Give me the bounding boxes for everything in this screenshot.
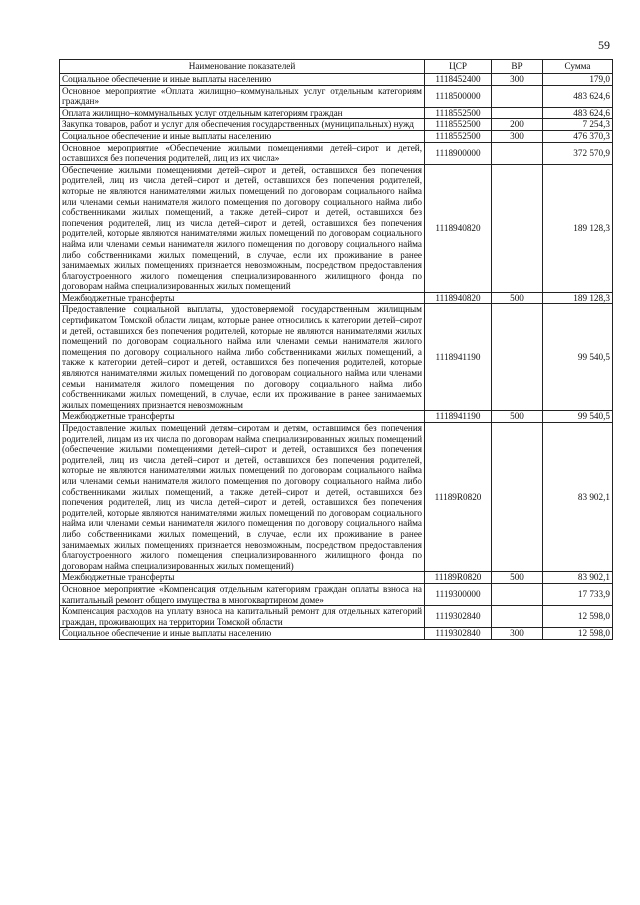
row-sum-cell: 7 254,3: [543, 119, 613, 131]
row-vr-cell: [492, 304, 543, 411]
row-vr-cell: 300: [492, 130, 543, 142]
table-row: [60, 292, 613, 304]
row-name-cell: Обеспечение жилыми помещениями детей–сирот и детей, оставшихся без попечения родителей, лиц из числа детей–сирот и детей, оставшихся без попечения родителей, которые не являются нанимателями жилых помещений по договорам социального найма или членами семьи нанимателя жилого помещения по договору социального найма либо собственниками жилых помещений, а также детей–сирот и детей, оставшихся без попечения родителей, лиц из числа детей–сирот и детей, оставшихся без попечения родителей, которые являются нанимателями жилых помещений по договорам социального найма или членами семьи нанимателя жилого помещения по договору социального найма либо собственниками жилых помещений, в случае, если их проживание в ранее занимаемых жилых помещениях признается невозможным, посредством предоставления благоустроенного жилого помещения специализированного жилищного фонда по договорам найма специализированных жилых помещений: [60, 164, 425, 292]
row-vr-cell: 500: [492, 292, 543, 304]
row-csr-cell: 11189R0820: [425, 572, 492, 584]
row-sum-cell: 179,0: [543, 74, 613, 86]
row-csr-cell: 1118552500: [425, 119, 492, 131]
table-body: [60, 74, 613, 640]
row-csr-cell: 1119302840: [425, 628, 492, 640]
row-vr-cell: [492, 164, 543, 292]
row-name-cell: Межбюджетные трансферты: [60, 572, 425, 584]
table-row: [60, 74, 613, 86]
row-csr-cell: 1119300000: [425, 583, 492, 605]
table-row: [60, 304, 613, 411]
row-sum-cell: 476 370,3: [543, 130, 613, 142]
row-sum-cell: 12 598,0: [543, 628, 613, 640]
row-name-cell: Предоставление социальной выплаты, удостоверяемой государственным жилищным сертификатом Томской области лицам, которые ранее относились к категории детей–сирот и детей, оставшихся без попечения родителей, которые не являются нанимателями жилых помещений по договорам социального найма или членами семьи нанимателя жилого помещения по договору социального найма либо собственниками жилых помещений, а также к категории детей–сирот и детей, оставшихся без попечения родителей, которые являются нанимателями жилых помещений по договорам социального найма или членами семьи нанимателя жилого помещения по договору социального найма либо собственниками жилых помещений, в случае, если их проживание в ранее занимаемых жилых помещениях признается невозможным: [60, 304, 425, 411]
row-sum-cell: 83 902,1: [543, 572, 613, 584]
row-vr-cell: 300: [492, 74, 543, 86]
table-row: [60, 119, 613, 131]
row-name-cell: Основное мероприятие «Обеспечение жилыми помещениями детей–сирот и детей, оставшихся без попечения родителей, лиц из их числа»: [60, 142, 425, 164]
table-row: [60, 142, 613, 164]
header-vr: ВР: [492, 60, 543, 74]
row-sum-cell: 372 570,9: [543, 142, 613, 164]
table-row: [60, 606, 613, 628]
row-csr-cell: 1118500000: [425, 85, 492, 107]
header-sum: Сумма: [543, 60, 613, 74]
row-name-cell: Компенсация расходов на уплату взноса на капитальный ремонт для отдельных категорий граждан, проживающих на территории Томской области: [60, 606, 425, 628]
row-name-cell: Основное мероприятие «Оплата жилищно–коммунальных услуг отдельным категориям граждан»: [60, 85, 425, 107]
table-row: [60, 130, 613, 142]
row-name-cell: Оплата жилищно–коммунальных услуг отдельным категориям граждан: [60, 107, 425, 119]
table-row: [60, 164, 613, 292]
table-row: [60, 572, 613, 584]
row-name-cell: Межбюджетные трансферты: [60, 292, 425, 304]
row-sum-cell: 12 598,0: [543, 606, 613, 628]
row-vr-cell: [492, 107, 543, 119]
row-csr-cell: 1119302840: [425, 606, 492, 628]
row-sum-cell: 99 540,5: [543, 411, 613, 423]
row-csr-cell: 1118900000: [425, 142, 492, 164]
row-csr-cell: 1118452400: [425, 74, 492, 86]
row-vr-cell: 500: [492, 572, 543, 584]
row-sum-cell: 17 733,9: [543, 583, 613, 605]
row-sum-cell: 189 128,3: [543, 164, 613, 292]
row-vr-cell: 200: [492, 119, 543, 131]
row-name-cell: Закупка товаров, работ и услуг для обеспечения государственных (муниципальных) нужд: [60, 119, 425, 131]
table-row: [60, 583, 613, 605]
row-sum-cell: 99 540,5: [543, 304, 613, 411]
row-vr-cell: [492, 423, 543, 572]
header-name: Наименование показателей: [60, 60, 425, 74]
table-row: [60, 107, 613, 119]
row-vr-cell: [492, 142, 543, 164]
row-sum-cell: 483 624,6: [543, 107, 613, 119]
row-vr-cell: [492, 85, 543, 107]
row-name-cell: Социальное обеспечение и иные выплаты населению: [60, 74, 425, 86]
row-vr-cell: 300: [492, 628, 543, 640]
row-csr-cell: 1118940820: [425, 292, 492, 304]
row-sum-cell: 83 902,1: [543, 423, 613, 572]
row-name-cell: Межбюджетные трансферты: [60, 411, 425, 423]
row-csr-cell: 1118940820: [425, 164, 492, 292]
budget-table: [59, 59, 613, 640]
row-csr-cell: 1118941190: [425, 304, 492, 411]
row-name-cell: Основное мероприятие «Компенсация отдельным категориям граждан оплаты взноса на капитальный ремонт общего имущества в многоквартирном доме»: [60, 583, 425, 605]
row-csr-cell: 1118552500: [425, 107, 492, 119]
row-sum-cell: 189 128,3: [543, 292, 613, 304]
row-name-cell: Социальное обеспечение и иные выплаты населению: [60, 130, 425, 142]
row-csr-cell: 1118941190: [425, 411, 492, 423]
row-vr-cell: 500: [492, 411, 543, 423]
header-csr: ЦСР: [425, 60, 492, 74]
table-row: [60, 411, 613, 423]
row-csr-cell: 11189R0820: [425, 423, 492, 572]
table-row: [60, 423, 613, 572]
row-name-cell: Предоставление жилых помещений детям–сиротам и детям, оставшимся без попечения родителей, лицам из их числа по договорам найма специализированных жилых помещений (обеспечение жилыми помещениями детей–сирот и детей, оставшихся без попечения родителей, лиц из числа детей–сирот и детей, оставшихся без попечения родителей, которые не являются нанимателями жилых помещений по договорам социального найма или членами семьи нанимателя жилого помещения по договору социального найма либо собственниками жилых помещений, а также детей–сирот и детей, оставшихся без попечения родителей, лиц из числа детей–сирот и детей, оставшихся без попечения родителей, которые являются нанимателями жилых помещений по договорам социального найма или членами семьи нанимателя жилого помещения по договору социального найма либо собственниками жилых помещений, в случае, если их проживание в ранее занимаемых жилых помещениях признается невозможным, посредством предоставления благоустроенного жилого помещения специализированного жилищного фонда по договорам найма специализированных жилых помещений): [60, 423, 425, 572]
row-vr-cell: [492, 583, 543, 605]
row-name-cell: Социальное обеспечение и иные выплаты населению: [60, 628, 425, 640]
table-row: [60, 628, 613, 640]
table-header-row: [60, 60, 613, 74]
row-csr-cell: 1118552500: [425, 130, 492, 142]
row-sum-cell: 483 624,6: [543, 85, 613, 107]
page-number: 59: [598, 38, 610, 52]
row-vr-cell: [492, 606, 543, 628]
table-row: [60, 85, 613, 107]
